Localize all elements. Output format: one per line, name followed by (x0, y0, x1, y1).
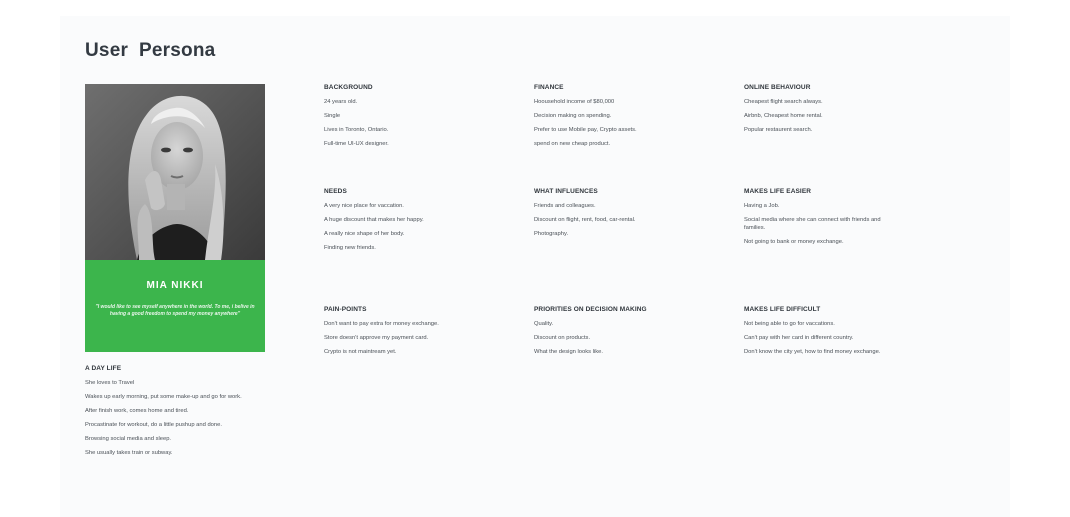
list-item: Friends and colleagues. (534, 203, 596, 209)
pain-points-list (324, 321, 494, 357)
list-item: Store doesn't approve my payment card. (324, 335, 429, 341)
section-makes-life-easier (744, 188, 894, 253)
list-item: Having a Job. (744, 203, 780, 209)
list-item: She usually takes train or subway. (85, 450, 173, 456)
list-item: Popular restaurent search. (744, 127, 813, 133)
list-item: Procastinate for workout, do a little pushup and done. (85, 422, 222, 428)
section-needs (324, 188, 494, 259)
list-item: A huge discount that makes her happy. (324, 217, 424, 223)
list-item: Prefer to use Mobile pay, Crypto assets. (534, 127, 637, 133)
list-item: Wakes up early morning, put some make-up and go for work. (85, 394, 242, 400)
section-what-influences (534, 188, 704, 245)
list-item: Single (324, 113, 341, 119)
list-item: Don't know the city yet, how to find money exchange. (744, 349, 881, 355)
makes-life-easier-list (744, 203, 894, 246)
list-item: Hoousehold income of $80,000 (534, 99, 615, 105)
list-item: Lives in Toronto, Ontario. (324, 127, 389, 133)
section-title: BACKGROUND (324, 84, 373, 91)
section-online-behaviour (744, 84, 914, 141)
list-item: Quality. (534, 321, 554, 327)
persona-photo (85, 84, 265, 260)
persona-name: MIA NIKKI (146, 280, 204, 291)
list-item: Airbnb, Cheapest home rental. (744, 113, 823, 119)
needs-list (324, 203, 494, 253)
section-title: ONLINE BEHAVIOUR (744, 84, 811, 91)
section-priorities (534, 306, 704, 363)
background-list (324, 99, 494, 149)
page-title: User Persona (85, 40, 216, 61)
list-item: Decision making on spending. (534, 113, 612, 119)
list-item: A very nice place for vaccation. (324, 203, 404, 209)
list-item: Crypto is not maintream yet. (324, 349, 397, 355)
section-day-life (85, 365, 245, 464)
section-title: PRIORITIES ON DECISION MAKING (534, 306, 647, 313)
section-title: MAKES LIFE EASIER (744, 188, 812, 195)
list-item: What the design looks like. (534, 349, 603, 355)
list-item: Not going to bank or money exchange. (744, 238, 844, 245)
profile-card (85, 84, 265, 352)
list-item: A really nice shape of her body. (324, 231, 405, 237)
list-item: Don't want to pay extra for money exchange. (324, 321, 439, 327)
online-behaviour-list (744, 99, 914, 135)
list-item: Discount on products. (534, 335, 591, 341)
section-title: MAKES LIFE DIFFICULT (744, 306, 821, 313)
finance-list (534, 99, 704, 149)
section-background (324, 84, 494, 155)
list-item: Full-time UI-UX designer. (324, 141, 389, 147)
list-item: spend on new cheap product. (534, 141, 611, 147)
day-life-list (85, 380, 245, 458)
list-item: Social media where she can connect with friends and families. (744, 217, 881, 231)
persona-quote: "I would like to see myself anywhere in the world. To me, i belive in having a good freedom to spend my money anywhere" (95, 304, 255, 317)
list-item: Browsing social media and sleep. (85, 436, 172, 442)
list-item: Cheapest flight search always. (744, 99, 823, 105)
list-item: Not being able to go for vaccations. (744, 321, 835, 327)
list-item: After finish work, comes home and tired. (85, 408, 189, 414)
persona-name-band (85, 260, 265, 352)
section-title: PAIN-POINTS (324, 306, 367, 313)
section-title: NEEDS (324, 188, 347, 195)
list-item: Finding new friends. (324, 245, 376, 251)
list-item: Can't pay with her card in different country. (744, 335, 854, 341)
priorities-list (534, 321, 704, 357)
what-influences-list (534, 203, 704, 239)
section-finance (534, 84, 704, 155)
section-title: WHAT INFLUENCES (534, 188, 598, 195)
section-title: A DAY LIFE (85, 365, 122, 372)
list-item: 24 years old. (324, 99, 358, 105)
section-title: FINANCE (534, 84, 564, 91)
makes-life-difficult-list (744, 321, 894, 357)
section-makes-life-difficult (744, 306, 894, 363)
list-item: She loves to Travel (85, 380, 135, 386)
section-pain-points (324, 306, 494, 363)
list-item: Photography. (534, 231, 569, 237)
list-item: Discount on flight, rent, food, car-rental. (534, 217, 636, 223)
